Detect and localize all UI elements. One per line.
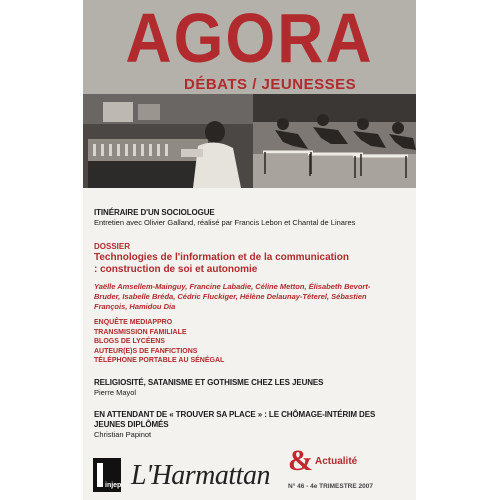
- injep-logo-text: injep: [105, 482, 122, 489]
- hurdles-photo-image: [253, 94, 416, 188]
- actualite-label: Actualité: [315, 456, 358, 467]
- dossier-title: Technologies de l'information et de la communication : construction de soi et autonomie: [94, 252, 349, 275]
- dossier-items: [94, 318, 404, 366]
- dossier-item: ENQUÊTE MEDIAPPRO: [94, 319, 173, 326]
- cover-header-band: [83, 0, 416, 188]
- cover-contents: [94, 208, 404, 440]
- publisher-logo: L'Harmattan: [131, 460, 270, 491]
- section-heading: ITINÉRAIRE D'UN SOCIOLOGUE: [94, 208, 215, 217]
- cover-footer: [83, 444, 416, 500]
- issue-number: N° 46 - 4e TRIMESTRE 2007: [288, 483, 373, 490]
- ampersand-logo: &: [288, 444, 313, 477]
- dossier-label: DOSSIER: [94, 242, 131, 251]
- dossier-item: BLOGS DE LYCÉENS: [94, 338, 165, 345]
- article-author: Pierre Mayol: [94, 387, 137, 397]
- photo-studio: [83, 94, 253, 188]
- injep-logo: [93, 458, 121, 492]
- studio-photo-image: [83, 94, 253, 188]
- magazine-cover: [83, 0, 416, 500]
- dossier-item: TRANSMISSION FAMILIALE: [94, 328, 187, 336]
- photo-hurdles: [253, 94, 416, 188]
- dossier-item: TÉLÉPHONE PORTABLE AU SÉNÉGAL: [94, 357, 225, 364]
- dossier-authors: Yaëlle Amsellem-Mainguy, Francine Labadie, Céline Metton, Élisabeth Bevort-Bruder, Isabelle Bréda, Cédric Fluckiger, Hélène Delaunay-Téterel, Sébastien François, Hamidou Dia: [94, 282, 371, 311]
- article-heading: EN ATTENDANT DE « TROUVER SA PLACE » : LE CHÔMAGE-INTÉRIM DES JEUNES DIPLÔMÉS: [94, 409, 376, 429]
- article-heading: RELIGIOSITÉ, SATANISME ET GOTHISME CHEZ LES JEUNES: [94, 377, 324, 387]
- section-subtitle: Entretien avec Olivier Galland, réalisé par Francis Lebon et Chantal de Linares: [94, 218, 356, 227]
- cover-title: AGORA: [125, 0, 374, 77]
- cover-subtitle: DÉBATS / JEUNESSES: [184, 76, 357, 93]
- dossier-item: AUTEUR(E)S DE FANFICTIONS: [94, 347, 198, 355]
- article-author: Christian Papinot: [94, 429, 152, 439]
